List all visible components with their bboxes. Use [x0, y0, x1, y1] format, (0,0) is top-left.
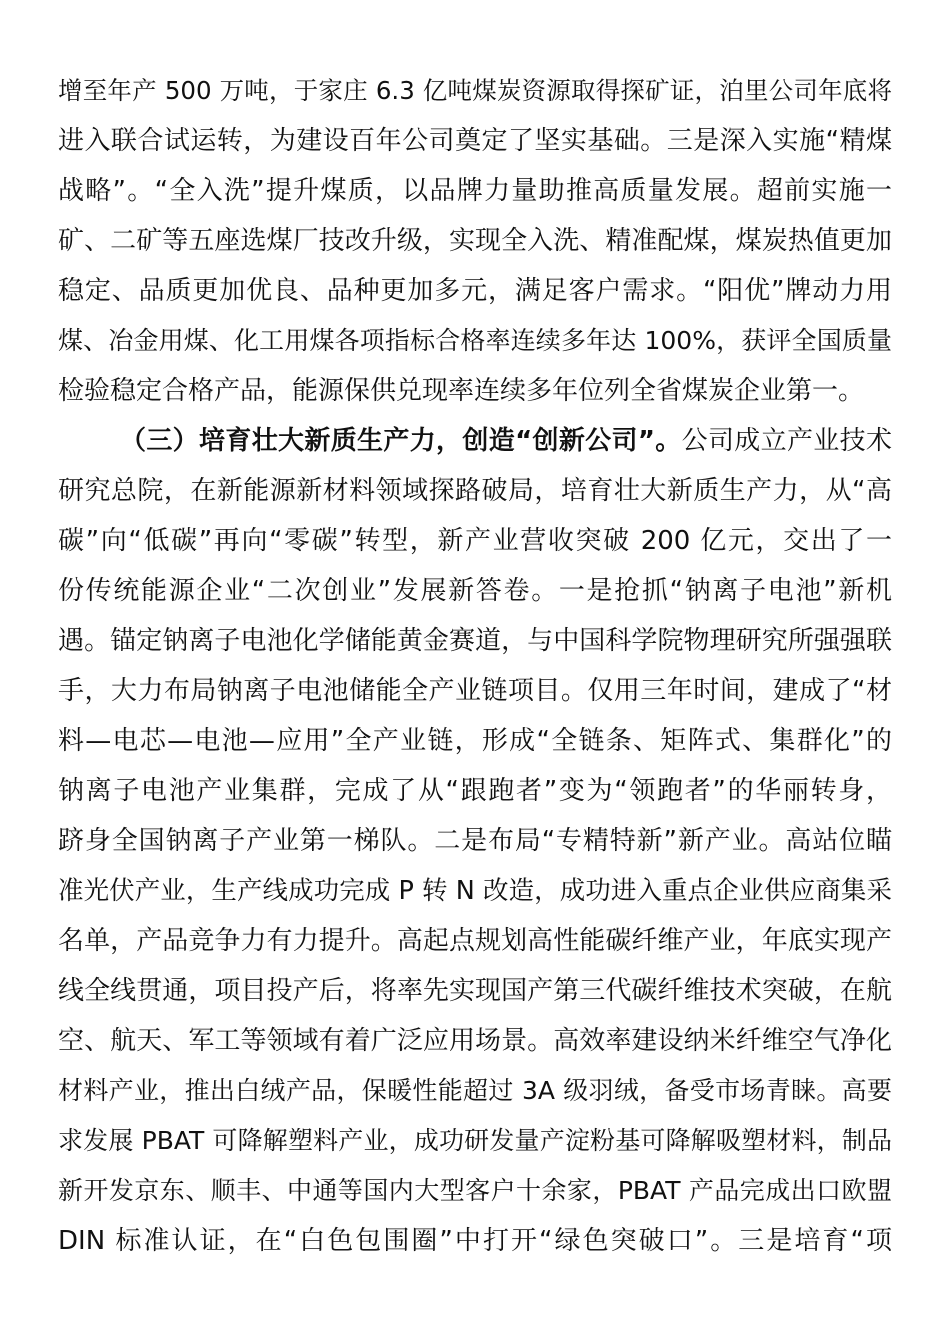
text-line: 跻身全国钠离子产业第一梯队。二是布局“专精特新”新产业。高站位瞄	[58, 826, 892, 856]
text-line: 新开发京东、顺丰、中通等国内大型客户十余家，PBAT 产品完成出口欧盟	[58, 1176, 892, 1205]
text-line: 煤、冶金用煤、化工用煤各项指标合格率连续多年达 100%，获评全国质量	[58, 326, 892, 355]
text-line: 份传统能源企业“二次创业”发展新答卷。一是抢抓“钠离子电池”新机	[58, 576, 892, 606]
text-line: 料—电芯—电池—应用”全产业链，形成“全链条、矩阵式、集群化”的	[58, 726, 892, 756]
text-line: 手，大力布局钠离子电池储能全产业链项目。仅用三年时间，建成了“材	[58, 676, 892, 706]
text-line: 材料产业，推出白绒产品，保暖性能超过 3A 级羽绒，备受市场青睐。高要	[58, 1076, 892, 1105]
text-line: 空、航天、军工等领域有着广泛应用场景。高效率建设纳米纤维空气净化	[58, 1026, 892, 1056]
text-line: 稳定、品质更加优良、品种更加多元，满足客户需求。“阳优”牌动力用	[58, 276, 892, 306]
text-line: 检验稳定合格产品，能源保供兑现率连续多年位列全省煤炭企业第一。	[58, 376, 865, 406]
text-line: 矿、二矿等五座选煤厂技改升级，实现全入洗、精准配煤，煤炭热值更加	[58, 226, 892, 256]
section-three-paragraph	[58, 416, 892, 1266]
text-line: 求发展 PBAT 可降解塑料产业，成功研发量产淀粉基可降解吸塑材料，制品	[58, 1126, 892, 1155]
document-page	[58, 66, 892, 1266]
text-line: 碳”向“低碳”再向“零碳”转型，新产业营收突破 200 亿元，交出了一	[58, 526, 892, 556]
text-line: 名单，产品竞争力有力提升。高起点规划高性能碳纤维产业，年底实现产	[58, 926, 892, 956]
text-line: 进入联合试运转，为建设百年公司奠定了坚实基础。三是深入实施“精煤	[58, 126, 892, 156]
text-line: 研究总院，在新能源新材料领域探路破局，培育壮大新质生产力，从“高	[58, 476, 892, 506]
text-line: 战略”。“全入洗”提升煤质，以品牌力量助推高质量发展。超前实施一	[58, 176, 892, 206]
paragraph-continuation	[58, 66, 892, 416]
text-line: 增至年产 500 万吨，于家庄 6.3 亿吨煤炭资源取得探矿证，泊里公司年底将	[58, 76, 892, 105]
text-line: 遇。锚定钠离子电池化学储能黄金赛道，与中国科学院物理研究所强强联	[58, 626, 892, 656]
text-line: 准光伏产业，生产线成功完成 P 转 N 改造，成功进入重点企业供应商集采	[58, 876, 892, 906]
section-heading-line	[58, 416, 892, 466]
section-heading-rest: 公司成立产业技术	[681, 426, 892, 456]
text-line: 线全线贯通，项目投产后，将率先实现国产第三代碳纤维技术突破，在航	[58, 976, 892, 1006]
text-line: DIN 标准认证，在“白色包围圈”中打开“绿色突破口”。三是培育“项	[58, 1226, 892, 1256]
text-line: 钠离子电池产业集群，完成了从“跟跑者”变为“领跑者”的华丽转身，	[58, 776, 892, 806]
section-heading: （三）培育壮大新质生产力，创造“创新公司”。	[120, 426, 682, 456]
